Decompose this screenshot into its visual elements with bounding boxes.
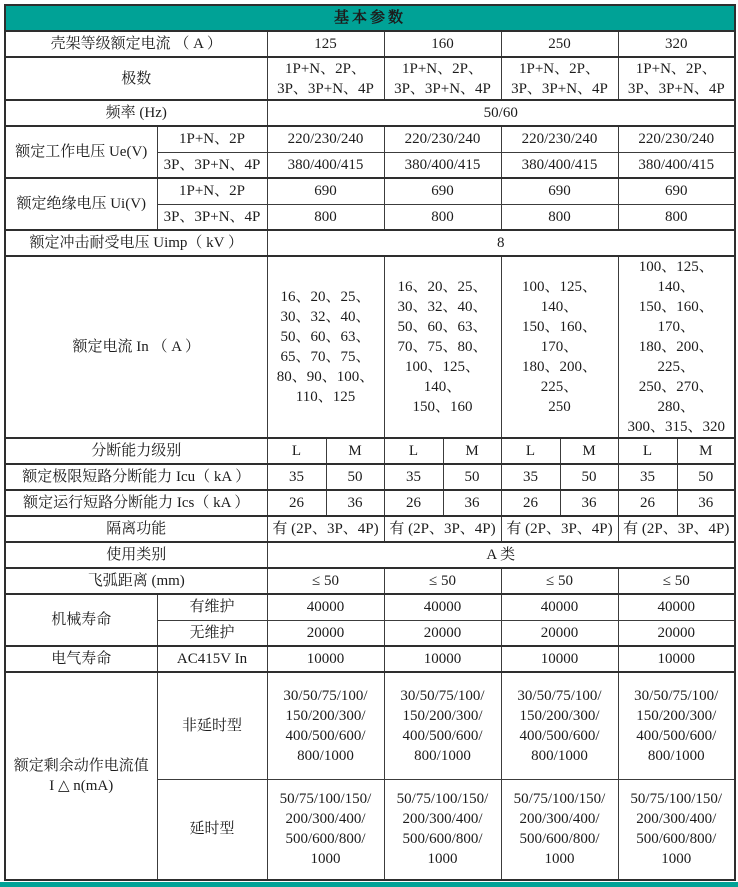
row-label-residual-current: 额定剩余动作电流值 I △ n(mA) (5, 672, 157, 880)
residual-delay-value-4: 50/75/100/150/ 200/300/400/ 500/600/800/ 1000 (618, 779, 735, 880)
ics-value-8: 36 (677, 490, 735, 516)
working-voltage-1-value-1: 220/230/240 (267, 126, 384, 152)
mechanical-life-2-value-1: 20000 (267, 620, 384, 646)
frame-current-value-4: 320 (618, 31, 735, 57)
insulation-voltage-1-value-3: 690 (501, 178, 618, 204)
row-label-frame-current: 壳架等级额定电流 （ A ） (5, 31, 267, 57)
residual-delay-value-3: 50/75/100/150/ 200/300/400/ 500/600/800/ 1000 (501, 779, 618, 880)
residual-non-delay-value-2: 30/50/75/100/ 150/200/300/ 400/500/600/ 800/1000 (384, 672, 501, 779)
sub-label-mechanical-life-2: 无维护 (157, 620, 267, 646)
bottom-accent-bar (0, 882, 738, 887)
breaking-class-value-2: M (326, 438, 384, 464)
insulation-voltage-1-value-1: 690 (267, 178, 384, 204)
usage-category-value: A 类 (267, 542, 735, 568)
table-title: 基本参数 (5, 5, 735, 31)
insulation-voltage-2-value-1: 800 (267, 204, 384, 230)
row-usage-category (5, 542, 735, 568)
poles-value-3: 1P+N、2P、 3P、3P+N、4P (501, 57, 618, 100)
arc-distance-value-2: ≤ 50 (384, 568, 501, 594)
row-breaking-class (5, 438, 735, 464)
insulation-voltage-2-value-4: 800 (618, 204, 735, 230)
ics-value-1: 26 (267, 490, 326, 516)
frame-current-value-1: 125 (267, 31, 384, 57)
ics-value-5: 26 (501, 490, 560, 516)
row-electrical-life (5, 646, 735, 672)
basic-parameters-table (4, 4, 736, 881)
ics-value-7: 26 (618, 490, 677, 516)
arc-distance-value-4: ≤ 50 (618, 568, 735, 594)
arc-distance-value-3: ≤ 50 (501, 568, 618, 594)
row-rated-current (5, 256, 735, 438)
sub-label-residual-delay: 延时型 (157, 779, 267, 880)
row-icu (5, 464, 735, 490)
icu-value-3: 35 (384, 464, 443, 490)
row-label-working-voltage: 额定工作电压 Ue(V) (5, 126, 157, 178)
insulation-voltage-2-value-2: 800 (384, 204, 501, 230)
rated-current-value-2: 16、20、25、 30、32、40、 50、60、63、 70、75、80、 100、125、140、 150、160 (384, 256, 501, 438)
row-isolation (5, 516, 735, 542)
residual-non-delay-value-1: 30/50/75/100/ 150/200/300/ 400/500/600/ 800/1000 (267, 672, 384, 779)
icu-value-7: 35 (618, 464, 677, 490)
row-label-usage-category: 使用类别 (5, 542, 267, 568)
frame-current-value-2: 160 (384, 31, 501, 57)
mechanical-life-1-value-3: 40000 (501, 594, 618, 620)
residual-non-delay-value-4: 30/50/75/100/ 150/200/300/ 400/500/600/ 800/1000 (618, 672, 735, 779)
row-insulation-voltage-1 (5, 178, 735, 204)
rated-current-value-1: 16、20、25、 30、32、40、 50、60、63、 65、70、75、 80、90、100、 110、125 (267, 256, 384, 438)
title-row (5, 5, 735, 31)
row-ics (5, 490, 735, 516)
row-frame-current (5, 31, 735, 57)
row-label-ics: 额定运行短路分断能力 Ics（ kA ） (5, 490, 267, 516)
row-impulse-voltage (5, 230, 735, 256)
breaking-class-value-4: M (443, 438, 501, 464)
row-label-poles: 极数 (5, 57, 267, 100)
frame-current-value-3: 250 (501, 31, 618, 57)
sub-label-residual-non-delay: 非延时型 (157, 672, 267, 779)
row-label-arc-distance: 飞弧距离 (mm) (5, 568, 267, 594)
electrical-life-value-3: 10000 (501, 646, 618, 672)
electrical-life-value-2: 10000 (384, 646, 501, 672)
working-voltage-2-value-4: 380/400/415 (618, 152, 735, 178)
isolation-value-2: 有 (2P、3P、4P) (384, 516, 501, 542)
row-label-mechanical-life: 机械寿命 (5, 594, 157, 646)
row-residual-current-1 (5, 672, 735, 779)
mechanical-life-1-value-4: 40000 (618, 594, 735, 620)
mechanical-life-2-value-2: 20000 (384, 620, 501, 646)
row-poles (5, 57, 735, 100)
isolation-value-4: 有 (2P、3P、4P) (618, 516, 735, 542)
working-voltage-2-value-3: 380/400/415 (501, 152, 618, 178)
sub-label-electrical-life: AC415V In (157, 646, 267, 672)
residual-non-delay-value-3: 30/50/75/100/ 150/200/300/ 400/500/600/ 800/1000 (501, 672, 618, 779)
breaking-class-value-7: L (618, 438, 677, 464)
breaking-class-value-8: M (677, 438, 735, 464)
icu-value-2: 50 (326, 464, 384, 490)
impulse-voltage-value: 8 (267, 230, 735, 256)
ics-value-6: 36 (560, 490, 618, 516)
breaking-class-value-1: L (267, 438, 326, 464)
residual-delay-value-2: 50/75/100/150/ 200/300/400/ 500/600/800/ 1000 (384, 779, 501, 880)
insulation-voltage-1-value-4: 690 (618, 178, 735, 204)
icu-value-8: 50 (677, 464, 735, 490)
isolation-value-3: 有 (2P、3P、4P) (501, 516, 618, 542)
row-mechanical-life-1 (5, 594, 735, 620)
row-label-frequency: 频率 (Hz) (5, 100, 267, 126)
ics-value-2: 36 (326, 490, 384, 516)
breaking-class-value-5: L (501, 438, 560, 464)
row-working-voltage-1 (5, 126, 735, 152)
row-label-electrical-life: 电气寿命 (5, 646, 157, 672)
mechanical-life-2-value-3: 20000 (501, 620, 618, 646)
row-label-isolation: 隔离功能 (5, 516, 267, 542)
mechanical-life-1-value-1: 40000 (267, 594, 384, 620)
electrical-life-value-4: 10000 (618, 646, 735, 672)
row-arc-distance (5, 568, 735, 594)
poles-value-2: 1P+N、2P、 3P、3P+N、4P (384, 57, 501, 100)
icu-value-5: 35 (501, 464, 560, 490)
working-voltage-1-value-4: 220/230/240 (618, 126, 735, 152)
rated-current-value-4: 100、125、140、 150、160、170、 180、200、225、 250、270、280、 300、315、320 (618, 256, 735, 438)
ics-value-3: 26 (384, 490, 443, 516)
rated-current-value-3: 100、125、140、 150、160、170、 180、200、225、 250 (501, 256, 618, 438)
isolation-value-1: 有 (2P、3P、4P) (267, 516, 384, 542)
working-voltage-1-value-2: 220/230/240 (384, 126, 501, 152)
mechanical-life-2-value-4: 20000 (618, 620, 735, 646)
electrical-life-value-1: 10000 (267, 646, 384, 672)
row-label-icu: 额定极限短路分断能力 Icu（ kA ） (5, 464, 267, 490)
row-label-insulation-voltage: 额定绝缘电压 Ui(V) (5, 178, 157, 230)
working-voltage-1-value-3: 220/230/240 (501, 126, 618, 152)
arc-distance-value-1: ≤ 50 (267, 568, 384, 594)
breaking-class-value-3: L (384, 438, 443, 464)
row-label-rated-current: 额定电流 In （ A ） (5, 256, 267, 438)
sub-label-mechanical-life-1: 有维护 (157, 594, 267, 620)
row-label-breaking-class: 分断能力级别 (5, 438, 267, 464)
frequency-value: 50/60 (267, 100, 735, 126)
working-voltage-2-value-1: 380/400/415 (267, 152, 384, 178)
mechanical-life-1-value-2: 40000 (384, 594, 501, 620)
sub-label-working-voltage-2: 3P、3P+N、4P (157, 152, 267, 178)
poles-value-1: 1P+N、2P、 3P、3P+N、4P (267, 57, 384, 100)
ics-value-4: 36 (443, 490, 501, 516)
breaking-class-value-6: M (560, 438, 618, 464)
residual-delay-value-1: 50/75/100/150/ 200/300/400/ 500/600/800/ 1000 (267, 779, 384, 880)
icu-value-4: 50 (443, 464, 501, 490)
working-voltage-2-value-2: 380/400/415 (384, 152, 501, 178)
sub-label-insulation-voltage-2: 3P、3P+N、4P (157, 204, 267, 230)
icu-value-6: 50 (560, 464, 618, 490)
row-frequency (5, 100, 735, 126)
row-label-impulse-voltage: 额定冲击耐受电压 Uimp（ kV ） (5, 230, 267, 256)
sub-label-insulation-voltage-1: 1P+N、2P (157, 178, 267, 204)
icu-value-1: 35 (267, 464, 326, 490)
sub-label-working-voltage-1: 1P+N、2P (157, 126, 267, 152)
poles-value-4: 1P+N、2P、 3P、3P+N、4P (618, 57, 735, 100)
insulation-voltage-1-value-2: 690 (384, 178, 501, 204)
insulation-voltage-2-value-3: 800 (501, 204, 618, 230)
